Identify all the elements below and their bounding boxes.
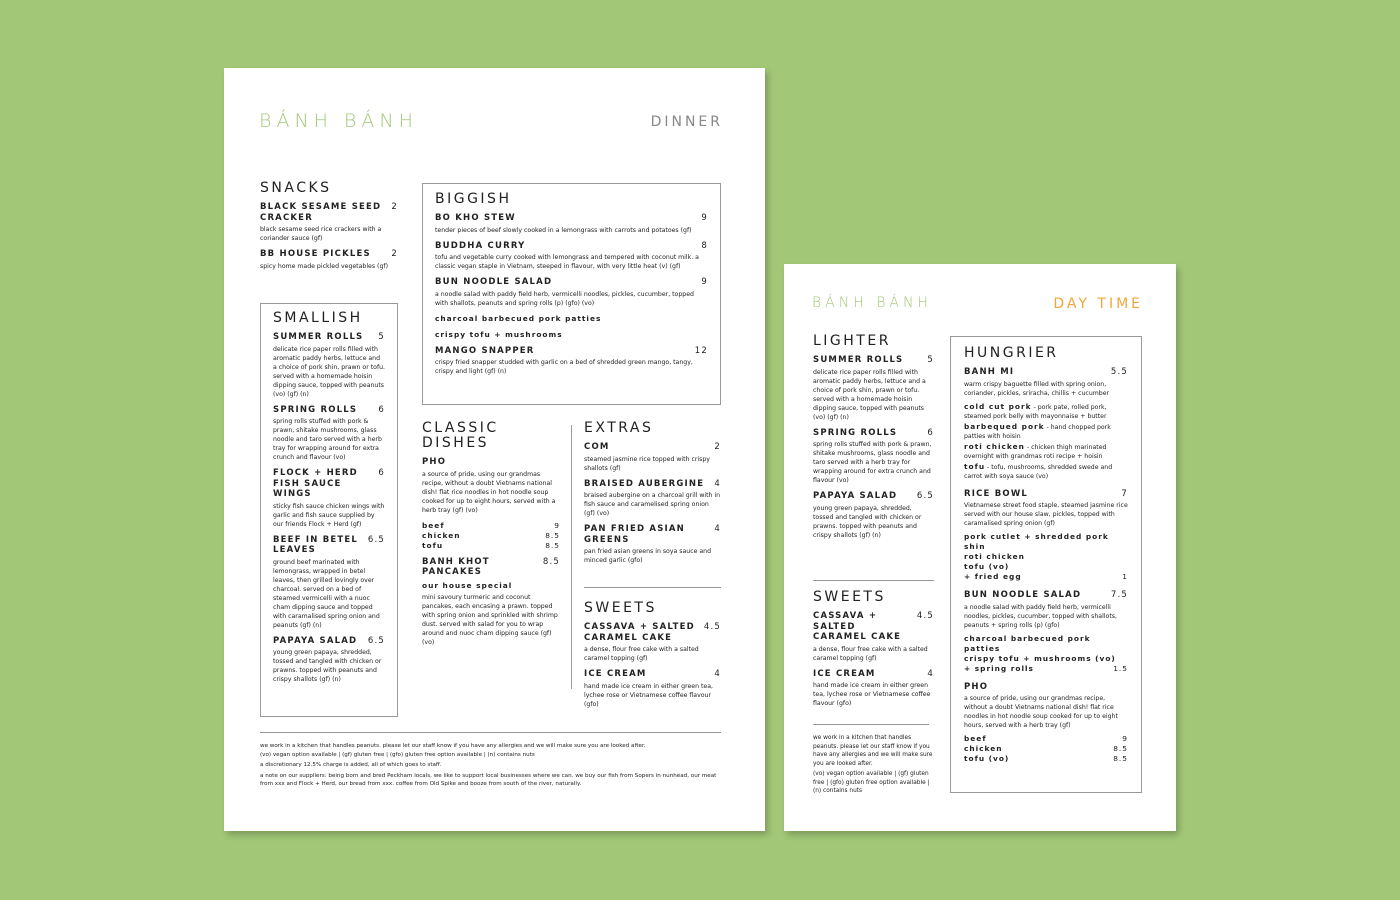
service-label: DINNER (650, 114, 723, 130)
item-price: 7 (1121, 488, 1128, 499)
item-name: BUN NOODLE SALAD (964, 590, 1082, 600)
item-header (273, 468, 385, 500)
menu-item (584, 669, 721, 709)
item-header (435, 241, 708, 252)
menu-item (964, 489, 1128, 583)
item-description: a source of pride, using our grandmas recipe, without a doubt Vietnams national dish! flat rice noodles in hot noodle soup cooked for up to eight hours, served with a herb tray (gf) (vo) (422, 470, 556, 514)
item-price: 6.5 (367, 534, 385, 545)
item-description: mini savoury turmeric and coconut pancakes, each encasing a prawn. topped with spring onion and sprinkled with shrimp dust. served with salad for you to wrap around and nuoc cham dipping sauce (gf) (vo) (422, 593, 558, 646)
service-label: DAY TIME (1053, 296, 1143, 312)
item-name: BLACK SESAME SEED CRACKER (260, 202, 382, 223)
item-header (273, 535, 385, 556)
item-description: ground beef marinated with lemongrass, wrapped in betel leaves, then grilled lovingly over charcoal. served on a bed of steamed vermicelli with a nuoc cham dipping sauce and topped with caramalised spring onion and peanuts (gf) (n) (273, 558, 380, 629)
menu-item (584, 524, 721, 565)
item-header (813, 611, 934, 643)
item-description: pan fried asian greens in soya sauce and minced garlic (gfo) (584, 548, 712, 564)
item-description: spicy home made pickled vegetables (gf) (260, 262, 388, 270)
item-price: 4 (714, 478, 721, 489)
item-option (964, 734, 1128, 744)
item-name: COM (584, 442, 610, 452)
item-description: young green papaya, shredded, tossed and tangled with chicken or prawns. topped with peanuts and crispy shallots (gf) (n) (273, 649, 382, 683)
item-header (435, 213, 708, 224)
menu-item (813, 669, 934, 709)
item-option (964, 572, 1128, 582)
dietary-key: (vo) vegan option available | (gf) gluten free | (gfo) gluten free option available | (n) contains nuts (813, 771, 930, 794)
option-list (964, 734, 1128, 764)
item-name: BUN NOODLE SALAD (435, 277, 553, 287)
item-description: a noodle salad with paddy field herb, vermicelli noodles, pickles, cucumber, topped with shallots, peanuts and spring rolls (p) (gfo) (vo) (435, 290, 694, 307)
section-title: SWEETS (813, 589, 886, 605)
classic-dishes-section (422, 421, 560, 653)
menu-item (435, 277, 708, 340)
extras-section (584, 421, 721, 571)
item-option (964, 744, 1128, 754)
menu-item (273, 332, 385, 399)
item-description: tender pieces of beef slowly cooked in a lemongrass with carrots and potatoes (gf) (435, 226, 692, 234)
item-price (554, 457, 560, 468)
item-price: 5 (378, 332, 385, 342)
item-name: ICE CREAM (813, 668, 876, 679)
menu-item (964, 682, 1128, 765)
item-price: 6 (927, 427, 934, 438)
item-name: BUDDHA CURRY (435, 240, 526, 251)
menu-item (273, 468, 385, 529)
item-description: steamed jasmine rice topped with crispy shallots (gf) (584, 455, 710, 472)
allergy-note: we work in a kitchen that handles peanuts. please let our staff know if you have any allergies and we will make sure you are looked after. (260, 743, 646, 749)
item-header (813, 669, 934, 680)
filling-label: roti chicken (964, 441, 1025, 451)
item-name: PHO (964, 681, 989, 692)
option-list (422, 521, 560, 551)
option-price: 8.5 (1113, 744, 1128, 753)
item-price: 8 (701, 240, 708, 251)
menu-item (260, 249, 398, 271)
item-price: 9 (701, 213, 708, 223)
dinner-menu-sheet (224, 68, 765, 831)
item-name: PAPAYA SALAD (813, 491, 898, 501)
option-list (964, 532, 1128, 582)
filling-label: barbequed pork (964, 421, 1045, 431)
menu-item-list (584, 442, 721, 565)
sweets-section (813, 590, 934, 714)
filling-label: cold cut pork (964, 401, 1032, 411)
section-title: EXTRAS (584, 420, 654, 436)
filling-separator: - (1024, 443, 1032, 451)
filling-description: chicken thigh marinated overnight with grandmas roti recipe + hoisin (964, 443, 1107, 460)
filling-option (964, 462, 1128, 481)
menu-item-list (260, 202, 398, 271)
option-price: 8.5 (545, 530, 560, 540)
item-header (813, 491, 934, 502)
item-header (273, 636, 385, 647)
item-header (813, 355, 934, 366)
menu-item-list (813, 355, 934, 540)
divider (813, 580, 934, 581)
menu-item-list (584, 622, 721, 709)
filling-description: tofu, mushrooms, shredded swede and carrot with soya sauce (vo) (964, 463, 1113, 480)
menu-item-list (435, 213, 708, 376)
menu-item (273, 405, 385, 463)
option-label: crispy tofu + mushrooms (vo) (964, 653, 1116, 663)
item-name: BO KHO STEW (435, 213, 516, 223)
item-description: young green papaya, shredded, tossed and tangled with chicken or prawns. topped with peanuts and crispy shallots (gf) (n) (813, 504, 922, 539)
menu-item (435, 346, 708, 377)
filling-option (964, 442, 1128, 461)
item-header (584, 622, 721, 643)
option-price: 1 (1122, 572, 1128, 581)
filling-separator: - (1031, 403, 1038, 411)
menu-item-list (813, 611, 934, 708)
menu-item (435, 213, 708, 235)
footer-divider (813, 724, 929, 725)
item-name: FLOCK + HERD FISH SAUCE WINGS (273, 468, 358, 499)
snacks-section (260, 181, 398, 277)
filling-description: pork pate, rolled pork, steamed pork belly with mayonnaise + butter (964, 403, 1107, 420)
option-label: tofu (422, 540, 444, 550)
option-label: chicken (422, 530, 461, 540)
option-label: charcoal barbecued pork patties (964, 633, 1091, 653)
allergy-note: we work in a kitchen that handles peanuts. please let our staff know if you have any allergies and we will make sure you are looked after. (813, 735, 933, 767)
section-title: HUNGRIER (964, 345, 1059, 361)
item-header (584, 442, 721, 453)
item-option (422, 531, 560, 541)
item-price: 6 (378, 404, 385, 415)
option-label: beef (964, 734, 987, 743)
item-name: ICE CREAM (584, 669, 647, 679)
item-price: 8.5 (542, 556, 560, 567)
item-header (422, 557, 560, 578)
item-name: BANH KHOT PANCAKES (422, 556, 490, 577)
item-name: SPRING ROLLS (273, 404, 358, 415)
menu-item (813, 611, 934, 663)
option-price: 1.5 (1113, 663, 1128, 673)
item-name: SPRING ROLLS (813, 427, 898, 438)
item-header (422, 457, 560, 468)
divider (584, 587, 721, 588)
item-header (435, 346, 708, 357)
item-price: 4.5 (703, 622, 721, 632)
item-price: 7.5 (1110, 590, 1128, 600)
item-option (422, 541, 560, 551)
item-description: warm crispy baguette filled with spring onion, coriander, pickles, sriracha, chillis + cucumber (964, 380, 1110, 397)
section-title: SNACKS (260, 180, 332, 196)
item-description: Vietnamese street food staple, steamed jasmine rice served with our house slaw, pickles, topped with caramalised spring onion (gf) (964, 502, 1128, 527)
item-name: RICE BOWL (964, 488, 1029, 499)
filling-label: tofu (964, 461, 986, 471)
item-description: black sesame seed rice crackers with a coriander sauce (gf) (260, 226, 382, 242)
option-label: + fried egg (964, 572, 1022, 581)
item-price (1122, 682, 1128, 693)
footer-notes (260, 742, 721, 791)
item-name: BB HOUSE PICKLES (260, 249, 371, 259)
menu-item (273, 636, 385, 685)
item-option (964, 552, 1128, 562)
item-name: CASSAVA + SALTED CARAMEL CAKE (584, 622, 695, 643)
menu-item (584, 622, 721, 663)
item-price: 4 (714, 669, 721, 679)
section-title: BIGGISH (435, 191, 512, 207)
menu-item (422, 457, 560, 551)
item-header (813, 428, 934, 439)
item-option (964, 532, 1128, 552)
item-name: SUMMER ROLLS (273, 332, 364, 342)
menu-item (813, 491, 934, 540)
item-description: a dense, flour free cake with a salted caramel topping (gf) (584, 646, 699, 662)
option-price: 8.5 (545, 540, 560, 550)
option-label: roti chicken (964, 552, 1025, 561)
menu-item (260, 202, 398, 243)
item-name: CASSAVA + SALTED CARAMEL CAKE (813, 611, 902, 642)
filling-list (964, 402, 1128, 481)
item-name: PAN FRIED ASIAN GREENS (584, 524, 685, 545)
lighter-section (813, 334, 934, 546)
item-price: 2 (391, 202, 398, 212)
item-option (964, 754, 1128, 764)
item-header (260, 249, 398, 260)
option-price: 9 (554, 520, 560, 530)
section-title: CLASSIC DISHES (422, 420, 499, 451)
option-price: 8.5 (1113, 754, 1128, 763)
item-price: 4.5 (916, 611, 934, 621)
menu-item (813, 355, 934, 422)
item-name: PAPAYA SALAD (273, 635, 358, 646)
item-description: a noodle salad with paddy field herb, vermicelli noodles, pickles, cucumber, topped with shallots, peanuts + spring rolls (p) (gfo) (964, 603, 1117, 629)
menu-item (964, 590, 1128, 674)
menu-item (273, 535, 385, 630)
item-header (584, 479, 721, 490)
item-description: spring rolls stuffed with pork & prawn, shitake mushrooms, glass noodle and taro served with a herb tray for wrapping around for extra crunch and flavour (vo) (273, 418, 382, 461)
item-option (964, 562, 1128, 572)
menu-item (584, 479, 721, 519)
item-price: 6.5 (916, 491, 934, 501)
option-list (964, 634, 1128, 674)
option-label: tofu (vo) (964, 754, 1010, 763)
item-price: 9 (701, 277, 708, 287)
item-description: a dense, flour free cake with a salted caramel topping (gf) (813, 645, 928, 662)
option-label: beef (422, 520, 445, 530)
item-description: hand made ice cream in either green tea, lychee rose or Vietnamese coffee flavour (gfo) (584, 682, 713, 708)
brand-logo: BÁNH BÁNH (812, 295, 932, 311)
item-description: tofu and vegetable curry cooked with lemongrass and tempered with coconut milk. a classic vegan staple in Vietnam, steeped in flavour, with very little heat (v) (gf) (435, 254, 699, 270)
menu-item-list (422, 457, 560, 647)
item-description: sticky fish sauce chicken wings with garlic and fish sauce supplied by our friends Flock + Herd (gf) (273, 502, 385, 528)
item-option (964, 654, 1128, 664)
filling-separator: - (985, 463, 992, 471)
option-label: pork cutlet + shredded pork shin (964, 532, 1109, 551)
smallish-section (260, 303, 398, 717)
item-description: spring rolls stuffed with pork & prawn, shitake mushrooms, glass noodle and taro served with a herb tray for wrapping around for extra crunch and flavour (vo) (813, 441, 932, 484)
service-charge-note: a discretionary 12.5% charge is added, all of which goes to staff. (260, 762, 442, 768)
item-price: 5.5 (1110, 367, 1128, 377)
option-label: chicken (964, 744, 1003, 753)
item-option (422, 521, 560, 531)
item-header (260, 202, 398, 223)
item-name: MANGO SNAPPER (435, 345, 535, 356)
option-label: tofu (vo) (964, 562, 1010, 571)
biggish-section (422, 183, 721, 405)
filling-option (964, 422, 1128, 441)
item-price: 2 (391, 249, 398, 259)
item-price: 4 (927, 668, 934, 679)
item-option (964, 664, 1128, 674)
item-description: braised aubergine on a charcoal grill with in fish sauce and caramelised spring onion (gf) (vo) (584, 492, 721, 517)
option-price: 9 (1122, 734, 1128, 743)
item-description: delicate rice paper rolls filled with aromatic paddy herbs, lettuce and a choice of pork shin, prawn or tofu. served with a homemade hoisin dipping sauce, topped with peanuts (vo) (gf) (n) (273, 345, 386, 398)
item-option: charcoal barbecued pork patties (435, 313, 602, 323)
item-header (584, 669, 721, 680)
item-price: 5 (927, 355, 934, 365)
sweets-section (584, 601, 721, 715)
menu-item (964, 367, 1128, 481)
section-title: LIGHTER (813, 333, 891, 349)
item-option (964, 634, 1128, 654)
suppliers-note: a note on our suppliers: being born and bred Peckham locals, we like to support local businesses where we can. we buy our fish from Sopers in nunhead, our meat from xxx and Flock + Herd, our bread from xxx. coffee from Old Spike and booze from south of the river, naturally. (260, 772, 717, 787)
item-price: 6 (378, 468, 385, 478)
daytime-menu-sheet (784, 264, 1176, 831)
menu-item (584, 442, 721, 473)
item-price: 4 (714, 524, 721, 534)
item-option: crispy tofu + mushrooms (435, 329, 563, 339)
item-name: SUMMER ROLLS (813, 355, 904, 365)
filling-description: hand chopped pork patties with hoisin (964, 423, 1111, 440)
item-description: hand made ice cream in either green tea, lychee rose or Vietnamese coffee flavour (gfo) (813, 682, 931, 707)
item-price: 2 (714, 442, 721, 452)
item-header (584, 524, 721, 545)
item-name: PHO (422, 457, 447, 467)
item-name: BANH MI (964, 367, 1015, 377)
menu-item-list (273, 332, 385, 684)
menu-item (435, 241, 708, 272)
item-price: 6.5 (367, 635, 385, 646)
hungrier-section (950, 336, 1142, 793)
house-special-label: our house special (422, 580, 513, 590)
item-description: a source of pride, using our grandmas recipe, without a doubt Vietnams national dish! flat rice noodles in hot noodle soup cooked for up to eight hours, served with a herb tray (gf) (964, 695, 1118, 729)
menu-item (813, 428, 934, 486)
item-description: crispy fried snapper studded with garlic on a bed of shredded green mango, tangy, crispy and light (gf) (n) (435, 359, 693, 375)
footer-divider (260, 732, 721, 733)
dietary-key: (vo) vegan option available | (gf) gluten free | (gfo) gluten free option available | (n) contains nuts (260, 751, 535, 758)
item-name: BEEF IN BETEL LEAVES (273, 534, 358, 555)
item-price: 12 (694, 345, 708, 356)
item-header (273, 332, 385, 343)
menu-item (422, 557, 560, 647)
item-name: BRAISED AUBERGINE (584, 478, 705, 489)
filling-separator: - (1044, 423, 1051, 431)
item-header (273, 405, 385, 416)
section-title: SMALLISH (273, 310, 363, 326)
item-header (435, 277, 708, 288)
option-label: + spring rolls (964, 663, 1034, 673)
column-divider (571, 425, 572, 689)
footer-notes (813, 734, 934, 798)
brand-logo: BÁNH BÁNH (259, 110, 418, 132)
section-title: SWEETS (584, 600, 657, 616)
filling-option (964, 402, 1128, 421)
item-description: delicate rice paper rolls filled with aromatic paddy herbs, lettuce and a choice of pork shin, prawn or tofu. served with a homemade hoisin dipping sauce, topped with peanuts (vo) (gf) (n) (813, 368, 926, 421)
